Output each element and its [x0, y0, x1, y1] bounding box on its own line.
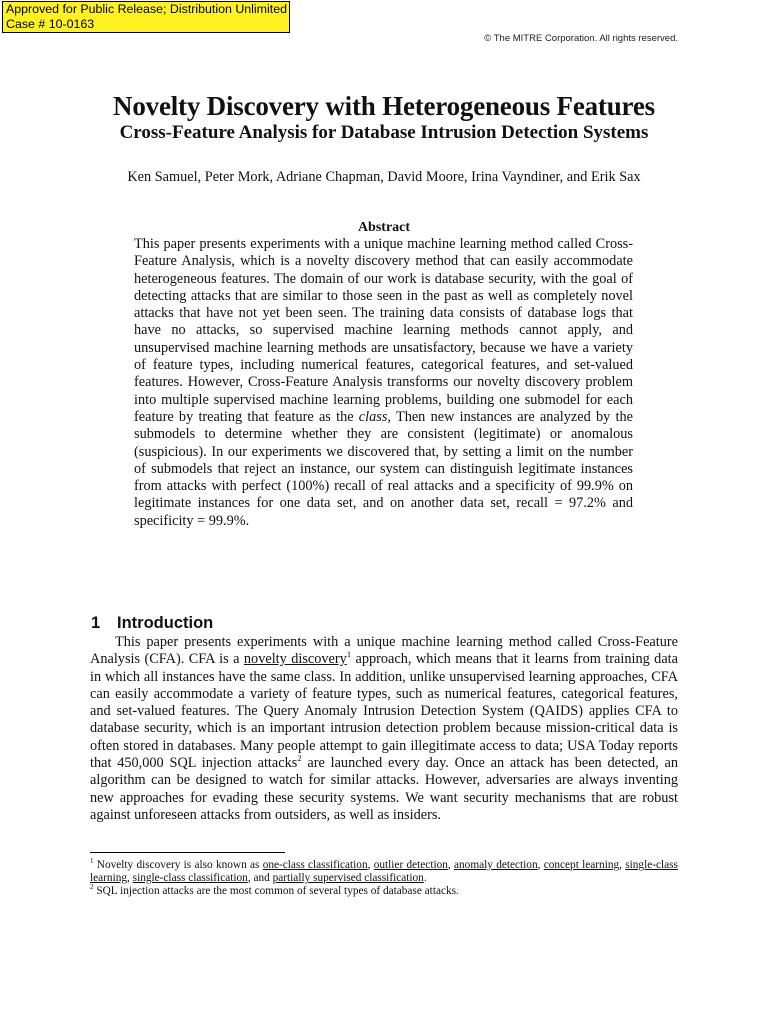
- footnote-term-single-class-learning[interactable]: single-class learning: [90, 859, 678, 885]
- copyright-notice: © The MITRE Corporation. All rights reserved.: [484, 33, 678, 44]
- footnotes: [90, 859, 678, 899]
- intro-text-part1: This paper presents experiments with a unique machine learning method called Cross-Feature Analysis (CFA). CFA is a: [90, 634, 678, 668]
- abstract-text-part2: , Then new instances are analyzed by the submodels to determine whether they are consistent (legitimate) or anomalous (suspicious). In our experiments we discovered that, by setting a limit on the number of submodels that reject an instance, our system can distinguish legitimate instances from attacks with perfect (100%) recall of real attacks and a specificity of 99.9% on legitimate instances for one data set, and on another data set, recall = 97.2% and specificity = 99.9%.: [134, 408, 633, 529]
- section-heading-introduction: [91, 614, 213, 633]
- footnote-term-single-class-classification[interactable]: single-class classification: [132, 872, 248, 885]
- footnote-2: [90, 885, 678, 898]
- footnote-term-concept-learning[interactable]: concept learning: [543, 859, 620, 871]
- footnote-term-anomaly-detection[interactable]: anomaly detection: [454, 859, 538, 871]
- intro-text-part3: are launched every day. Once an attack has been detected, an algorithm can be designed to watch for similar attacks. However, adversaries are always inventing new approaches for evading these security systems. We want security mechanisms that are robust against unforeseen attacks from outsiders, as well as insiders.: [90, 755, 678, 823]
- release-stamp-line1: Approved for Public Release; Distribution Unlimited: [6, 2, 287, 16]
- abstract-class-term: class: [358, 408, 388, 425]
- footnote-term-one-class-classification[interactable]: one-class classification: [262, 859, 368, 871]
- author-list: Ken Samuel, Peter Mork, Adriane Chapman, David Moore, Irina Vayndiner, and Erik Sax: [127, 169, 641, 185]
- footnote-ref-1[interactable]: 1: [346, 649, 352, 660]
- abstract-text-part1: This paper presents experiments with a unique machine learning method called Cross-Feature Analysis, which is a novelty discovery method that can easily accommodate heterogeneous features. The domain of our work is database security, with the goal of detecting attacks that are similar to those seen in the past as well as completely novel attacks that have not yet been seen. The training data consists of database logs that have no attacks, so supervised machine learning methods cannot apply, and unsupervised machine learning methods are unsatisfactory, because we have a variety of feature types, including numerical features, categorical features, and set-valued features. However, Cross-Feature Analysis transforms our novelty discovery problem into multiple supervised machine learning problems, building one submodel for each feature by treating that feature as the: [134, 236, 633, 425]
- footnote-2-mark: 2: [90, 883, 94, 892]
- footnote-1-mark: 1: [90, 857, 94, 866]
- footnote-1-and: and: [253, 872, 270, 885]
- footnote-2-text: SQL injection attacks are the most common of several types of database attacks.: [93, 885, 459, 898]
- novelty-discovery-link[interactable]: novelty discovery: [243, 651, 347, 668]
- section-title: Introduction: [117, 614, 214, 632]
- intro-text-part2: approach, which means that it learns from training data in which all instances have the same class. In addition, unlike unsupervised learning approaches, CFA can easily accommodate a variety of feature types, such as numerical features, categorical features, and set-valued features. The Query Anomaly Intrusion Detection System (QAIDS) applies CFA to database security, which is an important intrusion detection problem because mission-critical data is often stored in databases. Many people attempt to gain illegitimate access to data; USA Today reports that 450,000 SQL injection attacks: [90, 651, 678, 772]
- footnote-1: $^1$ Novelty discovery is also known as one-class classification, outlier detection, anomaly detection, concept learning, single-class learning, single-class classification, and partially supervised classification.: [90, 857, 678, 885]
- abstract-text: [134, 236, 633, 530]
- introduction-paragraph: [90, 634, 678, 824]
- abstract-heading: Abstract: [357, 220, 411, 235]
- footnote-term-outlier-detection[interactable]: outlier detection: [373, 859, 448, 871]
- footnote-term-partially-supervised-classification[interactable]: partially supervised classification: [272, 872, 424, 885]
- release-stamp-case-number: Case # 10-0163: [6, 17, 95, 31]
- paper-title: Novelty Discovery with Heterogeneous Features: [113, 91, 655, 121]
- section-number: 1: [91, 614, 101, 632]
- footnote-ref-2[interactable]: 2: [297, 753, 302, 764]
- footnote-divider: [90, 852, 285, 853]
- footnote-1-intro: Novelty discovery is also known as: [93, 859, 263, 871]
- release-stamp: [2, 1, 290, 33]
- paper-subtitle: Cross-Feature Analysis for Database Intrusion Detection Systems: [119, 122, 649, 143]
